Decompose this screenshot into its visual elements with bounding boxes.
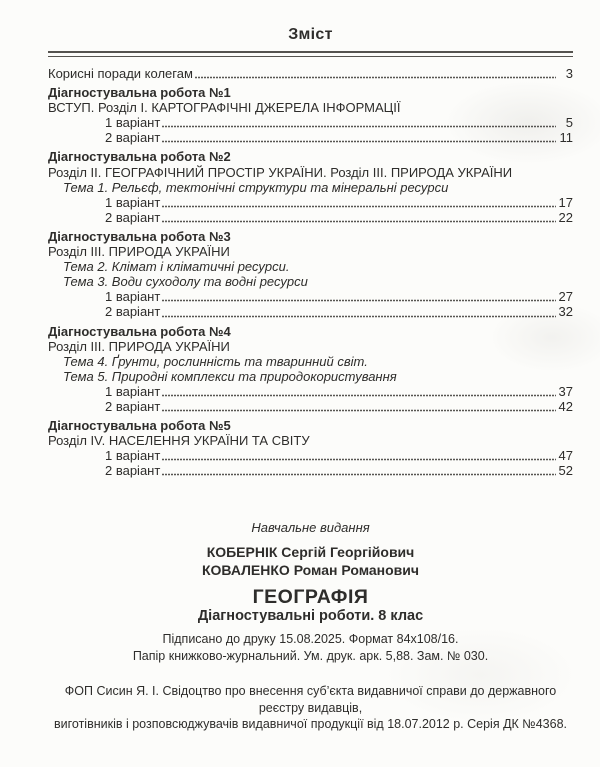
toc-theme-line: [48, 354, 573, 369]
toc-chapter-line: [48, 165, 573, 180]
toc-theme-line: [48, 274, 573, 289]
toc-chapter-line: [48, 339, 573, 354]
toc-section-heading: [48, 324, 573, 339]
toc-entry-page: 3: [565, 66, 573, 81]
toc-entry: [48, 115, 573, 130]
toc-section-label: Діагностувальна робота №2: [48, 149, 231, 165]
toc-entry-label: 2 варіант: [105, 463, 161, 479]
dot-leader: [162, 299, 555, 302]
toc-entry-label: 2 варіант: [105, 398, 161, 414]
toc-entry-page: 52: [558, 463, 573, 479]
dot-leader: [162, 409, 555, 412]
publisher-certificate: [48, 683, 573, 733]
toc-theme-label: Тема 4. Ґрунти, рослинність та тваринний світ.: [63, 353, 368, 369]
toc-entry: [48, 66, 573, 81]
toc-section-heading: [48, 229, 573, 244]
toc-entry-label: Корисні поради колегам: [48, 66, 193, 81]
toc-theme-label: Тема 3. Води суходолу та водні ресурси: [63, 274, 308, 290]
toc-entry: [48, 130, 573, 145]
toc-entry: [48, 399, 573, 414]
dot-leader: [162, 220, 555, 223]
toc-entry-label: 2 варіант: [105, 209, 161, 225]
toc-section-heading: [48, 418, 573, 433]
dot-leader: [162, 205, 555, 208]
toc-entry-page: 42: [558, 398, 573, 414]
toc-entry-label: 1 варіант: [105, 194, 161, 210]
book-title: ГЕОГРАФІЯ: [252, 586, 369, 609]
toc-theme-label: Тема 1. Рельєф, тектонічні структури та мінеральні ресурси: [63, 179, 449, 195]
dot-leader: [162, 473, 555, 476]
toc-entry: [48, 304, 573, 319]
toc-theme-line: [48, 259, 573, 274]
dot-leader: [195, 76, 556, 79]
toc-section-label: Діагностувальна робота №5: [48, 418, 231, 434]
toc-entry-page: 11: [559, 130, 573, 146]
toc-chapter-line: [48, 100, 573, 115]
book-subtitle: Діагностувальні роботи. 8 клас: [197, 608, 424, 625]
toc-entry-label: 1 варіант: [105, 115, 161, 131]
edition-note: Навчальне видання: [251, 520, 370, 536]
toc-entry-page: 17: [558, 194, 573, 210]
toc-section-heading: [48, 149, 573, 164]
toc-chapter-label: Розділ ІІІ. ПРИРОДА УКРАЇНИ: [48, 338, 230, 354]
dot-leader: [162, 458, 555, 461]
dot-leader: [162, 315, 555, 318]
colophon: [48, 520, 573, 733]
toc-section-label: Діагностувальна робота №4: [48, 323, 231, 339]
toc-entry-page: 32: [558, 304, 573, 320]
double-rule-divider: [48, 51, 573, 57]
toc-entry-label: 1 варіант: [105, 383, 161, 399]
toc-chapter-line: [48, 244, 573, 259]
print-info-line: Підписано до друку 15.08.2025. Формат 84х108/16.: [162, 632, 459, 647]
toc-entry-page: 5: [565, 115, 573, 131]
toc-entry: [48, 448, 573, 463]
toc-entry: [48, 210, 573, 225]
toc-chapter-label: Розділ ІІІ. ПРИРОДА УКРАЇНИ: [48, 244, 230, 260]
print-info-line: Папір книжково-журнальний. Ум. друк. арк. 5,88. Зам. № 030.: [132, 648, 489, 663]
publisher-line: ФОП Сисин Я. І. Свідоцтво про внесення суб’єкта видавничої справи до державного реєстру видавців,: [64, 684, 557, 715]
toc-entry: [48, 384, 573, 399]
toc-entry-label: 1 варіант: [105, 289, 161, 305]
toc-theme-label: Тема 5. Природні комплекси та природокористування: [63, 368, 397, 384]
author-name: КОБЕРНІК Сергій Георгійович: [206, 544, 415, 561]
toc-chapter-line: [48, 433, 573, 448]
toc-entry: [48, 289, 573, 304]
author-name: КОВАЛЕНКО Роман Романович: [201, 561, 420, 578]
toc-entry-page: 27: [558, 289, 573, 305]
toc-entry-page: 47: [558, 448, 573, 464]
toc-entry-page: 37: [558, 383, 573, 399]
toc-section-heading: [48, 85, 573, 100]
dot-leader: [162, 140, 556, 143]
toc-section-label: Діагностувальна робота №3: [48, 228, 231, 244]
toc-entry-label: 2 варіант: [105, 304, 161, 320]
toc-theme-label: Тема 2. Клімат і кліматичні ресурси.: [63, 259, 290, 275]
toc-entry-label: 2 варіант: [105, 130, 161, 146]
toc-theme-line: [48, 180, 573, 195]
toc-chapter-label: Розділ ІІ. ГЕОГРАФІЧНИЙ ПРОСТІР УКРАЇНИ. Розділ ІІІ. ПРИРОДА УКРАЇНИ: [48, 164, 513, 180]
toc-entry-page: 22: [558, 209, 573, 225]
toc-chapter-label: Розділ IV. НАСЕЛЕННЯ УКРАЇНИ ТА СВІТУ: [48, 433, 310, 449]
toc-entry: [48, 195, 573, 210]
toc-section-label: Діагностувальна робота №1: [48, 85, 231, 101]
toc-theme-line: [48, 369, 573, 384]
toc-entry: [48, 463, 573, 478]
page-title: Зміст: [288, 26, 333, 43]
publisher-line: виготівників і розповсюджувачів видавничої продукції від 18.07.2012 р. Серія ДК №4368.: [54, 717, 567, 732]
table-of-contents: [48, 66, 573, 478]
dot-leader: [162, 394, 555, 397]
toc-chapter-label: ВСТУП. Розділ І. КАРТОГРАФІЧНІ ДЖЕРЕЛА ІНФОРМАЦІЇ: [48, 100, 401, 116]
toc-entry-label: 1 варіант: [105, 448, 161, 464]
dot-leader: [162, 125, 556, 128]
